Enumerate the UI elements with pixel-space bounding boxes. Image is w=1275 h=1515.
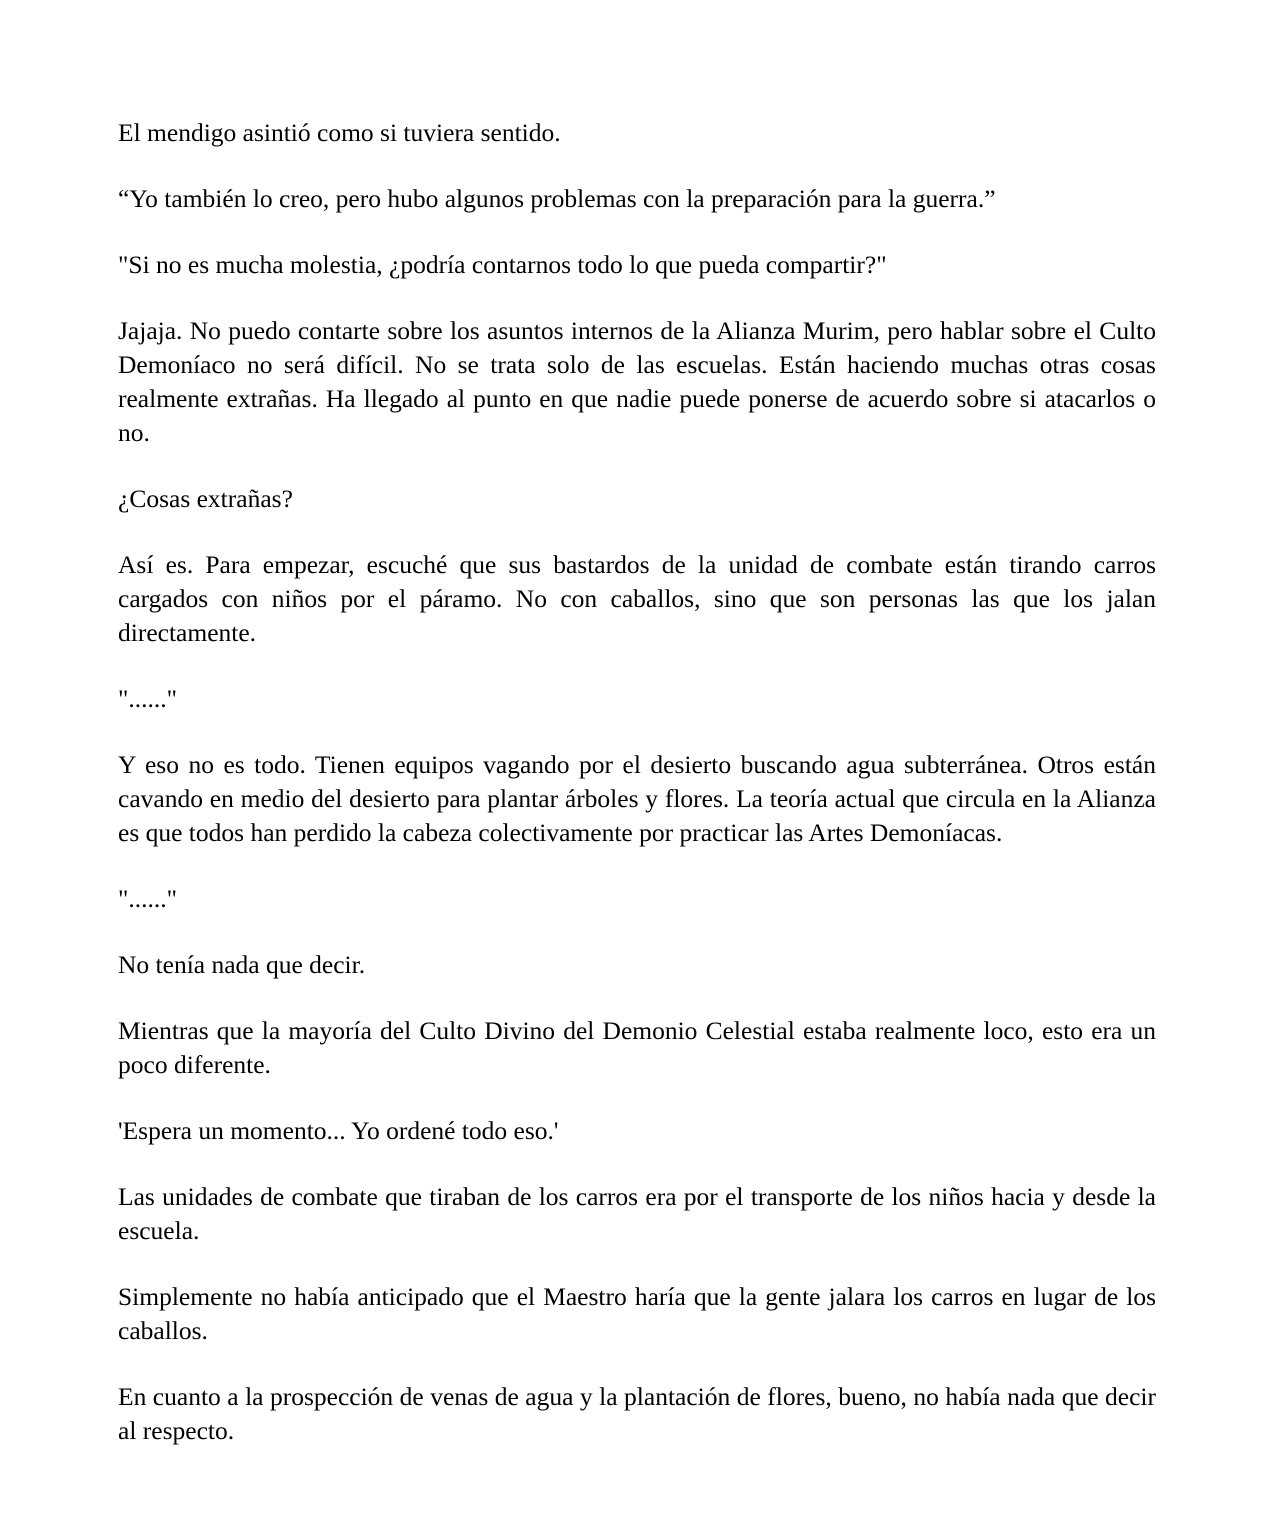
paragraph-13: Las unidades de combate que tiraban de los carros era por el transporte de los niños hacia y desde la escuela. (118, 1182, 1156, 1245)
paragraph-4: Jajaja. No puedo contarte sobre los asuntos internos de la Alianza Murim, pero hablar sobre el Culto Demoníaco no será difícil. No se trata solo de las escuelas. Están haciendo muchas otras cosas realmente extrañas. Ha llegado al punto en que nadie puede ponerse de acuerdo sobre si atacarlos o no. (118, 316, 1156, 447)
paragraph-2: “Yo también lo creo, pero hubo algunos problemas con la preparación para la guerra.” (118, 184, 996, 213)
paragraph-1: El mendigo asintió como si tuviera sentido. (118, 118, 561, 147)
paragraph-5: ¿Cosas extrañas? (118, 484, 293, 513)
paragraph-10: No tenía nada que decir. (118, 950, 366, 979)
paragraph-8: Y eso no es todo. Tienen equipos vagando por el desierto buscando agua subterránea. Otros están cavando en medio del desierto para plantar árboles y flores. La teoría actual que circula en la Alianza es que todos han perdido la cabeza colectivamente por practicar las Artes Demoníacas. (118, 750, 1156, 847)
paragraph-11: Mientras que la mayoría del Culto Divino del Demonio Celestial estaba realmente loco, esto era un poco diferente. (118, 1016, 1156, 1079)
paragraph-9: "......" (118, 884, 178, 913)
paragraph-14: Simplemente no había anticipado que el Maestro haría que la gente jalara los carros en lugar de los caballos. (118, 1282, 1156, 1345)
paragraph-3: "Si no es mucha molestia, ¿podría contarnos todo lo que pueda compartir?" (118, 250, 887, 279)
paragraph-15: En cuanto a la prospección de venas de agua y la plantación de flores, bueno, no había nada que decir al respecto. (118, 1382, 1156, 1445)
paragraph-6: Así es. Para empezar, escuché que sus bastardos de la unidad de combate están tirando carros cargados con niños por el páramo. No con caballos, sino que son personas las que los jalan directamente. (118, 550, 1156, 647)
document-page (118, 116, 1156, 1480)
paragraph-7: "......" (118, 684, 178, 713)
paragraph-12: 'Espera un momento... Yo ordené todo eso.' (118, 1116, 559, 1145)
